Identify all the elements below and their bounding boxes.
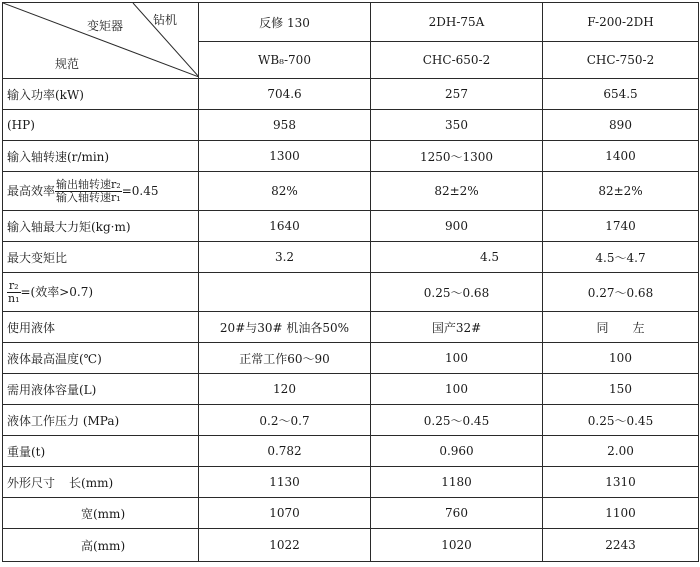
table-cell: 150	[543, 374, 699, 405]
model-header-1: 反修 130	[199, 3, 371, 42]
row-label-max-efficiency	[3, 172, 199, 211]
fraction-numerator: r₂	[8, 278, 19, 292]
row-label: 需用液体容量(L)	[3, 374, 199, 405]
table-cell: 0.25～0.45	[543, 405, 699, 436]
table-row	[3, 343, 699, 374]
corner-header-cell	[3, 3, 199, 79]
table-cell: 1250～1300	[371, 141, 543, 172]
table-cell: 0.25～0.68	[371, 273, 543, 312]
table-cell: 4.5	[371, 242, 543, 273]
table-cell: 国产32#	[371, 312, 543, 343]
row-label-suffix: =0.45	[121, 183, 159, 198]
table-cell: 350	[371, 110, 543, 141]
table-cell: 100	[371, 343, 543, 374]
fraction-denominator: n₁	[8, 291, 20, 305]
table-cell: 3.2	[199, 242, 371, 273]
table-row	[3, 312, 699, 343]
fraction-denominator: 输入轴转速r₁	[56, 190, 121, 204]
table-row	[3, 273, 699, 312]
table-cell: 890	[543, 110, 699, 141]
row-label: 液体最高温度(℃)	[3, 343, 199, 374]
table-row	[3, 110, 699, 141]
table-cell: 100	[543, 343, 699, 374]
row-label: 液体工作压力 (MPa)	[3, 405, 199, 436]
row-label: 使用液体	[3, 312, 199, 343]
table-row	[3, 529, 699, 562]
table-row	[3, 498, 699, 529]
fraction-numerator: 输出轴转速r₂	[56, 177, 121, 191]
row-label: 最大变矩比	[3, 242, 199, 273]
table-row	[3, 242, 699, 273]
table-row	[3, 374, 699, 405]
row-label: 最高效率	[7, 183, 56, 198]
row-label: 输入功率(kW)	[3, 79, 199, 110]
table-cell: 82%	[199, 172, 371, 211]
model-header-2: 2DH-75A	[371, 3, 543, 42]
table-cell: 0.2～0.7	[199, 405, 371, 436]
row-label: 宽(mm)	[3, 498, 199, 529]
corner-label-converter: 变矩器	[87, 19, 124, 33]
table-cell: 120	[199, 374, 371, 405]
table-row	[3, 141, 699, 172]
table-cell: 1740	[543, 211, 699, 242]
table-cell: 正常工作60～90	[199, 343, 371, 374]
table-cell	[199, 273, 371, 312]
table-cell: 4.5～4.7	[543, 242, 699, 273]
table-cell: 0.25～0.45	[371, 405, 543, 436]
fraction	[7, 280, 21, 305]
table-cell: 1100	[543, 498, 699, 529]
table-cell: 1180	[371, 467, 543, 498]
table-row	[3, 79, 699, 110]
table-cell: 1400	[543, 141, 699, 172]
header-row-models	[3, 3, 699, 42]
corner-label-spec: 规范	[55, 57, 80, 71]
table-cell: 1070	[199, 498, 371, 529]
table-cell: 0.960	[371, 436, 543, 467]
table-cell: 100	[371, 374, 543, 405]
converter-header-3: CHC-750-2	[543, 42, 699, 79]
table-cell: 1130	[199, 467, 371, 498]
row-label: 输入轴转速(r/min)	[3, 141, 199, 172]
table-row	[3, 211, 699, 242]
table-row	[3, 467, 699, 498]
row-label-dimensions	[3, 467, 199, 498]
table-cell: 0.27～0.68	[543, 273, 699, 312]
converter-header-1: WB₈-700	[199, 42, 371, 79]
row-label: 重量(t)	[3, 436, 199, 467]
table-cell: 958	[199, 110, 371, 141]
table-cell: 20#与30# 机油各50%	[199, 312, 371, 343]
table-cell: 1020	[371, 529, 543, 562]
model-header-3: F-200-2DH	[543, 3, 699, 42]
table-cell: 704.6	[199, 79, 371, 110]
table-cell: 82±2%	[371, 172, 543, 211]
table-row	[3, 172, 699, 211]
table-row	[3, 405, 699, 436]
table-cell: 2243	[543, 529, 699, 562]
corner-label-rig: 钻机	[153, 13, 178, 27]
table-cell: 2.00	[543, 436, 699, 467]
table-cell: 900	[371, 211, 543, 242]
converter-header-2: CHC-650-2	[371, 42, 543, 79]
table-cell: 1300	[199, 141, 371, 172]
row-label: (HP)	[3, 110, 199, 141]
table-cell: 760	[371, 498, 543, 529]
table-cell: 257	[371, 79, 543, 110]
table-row	[3, 436, 699, 467]
table-cell: 1310	[543, 467, 699, 498]
table-cell: 654.5	[543, 79, 699, 110]
fraction	[55, 179, 122, 204]
row-label: 高(mm)	[3, 529, 199, 562]
table-cell: 1640	[199, 211, 371, 242]
row-label-suffix: =(效率>0.7)	[20, 284, 94, 299]
table-cell: 同 左	[543, 312, 699, 343]
table-cell: 0.782	[199, 436, 371, 467]
row-label-speed-ratio	[3, 273, 199, 312]
row-label-sub: 长(mm)	[69, 475, 114, 490]
table-cell: 1022	[199, 529, 371, 562]
table-cell: 82±2%	[543, 172, 699, 211]
row-label: 输入轴最大力矩(kg·m)	[3, 211, 199, 242]
spec-table	[2, 2, 699, 562]
row-label: 外形尺寸	[7, 475, 56, 490]
